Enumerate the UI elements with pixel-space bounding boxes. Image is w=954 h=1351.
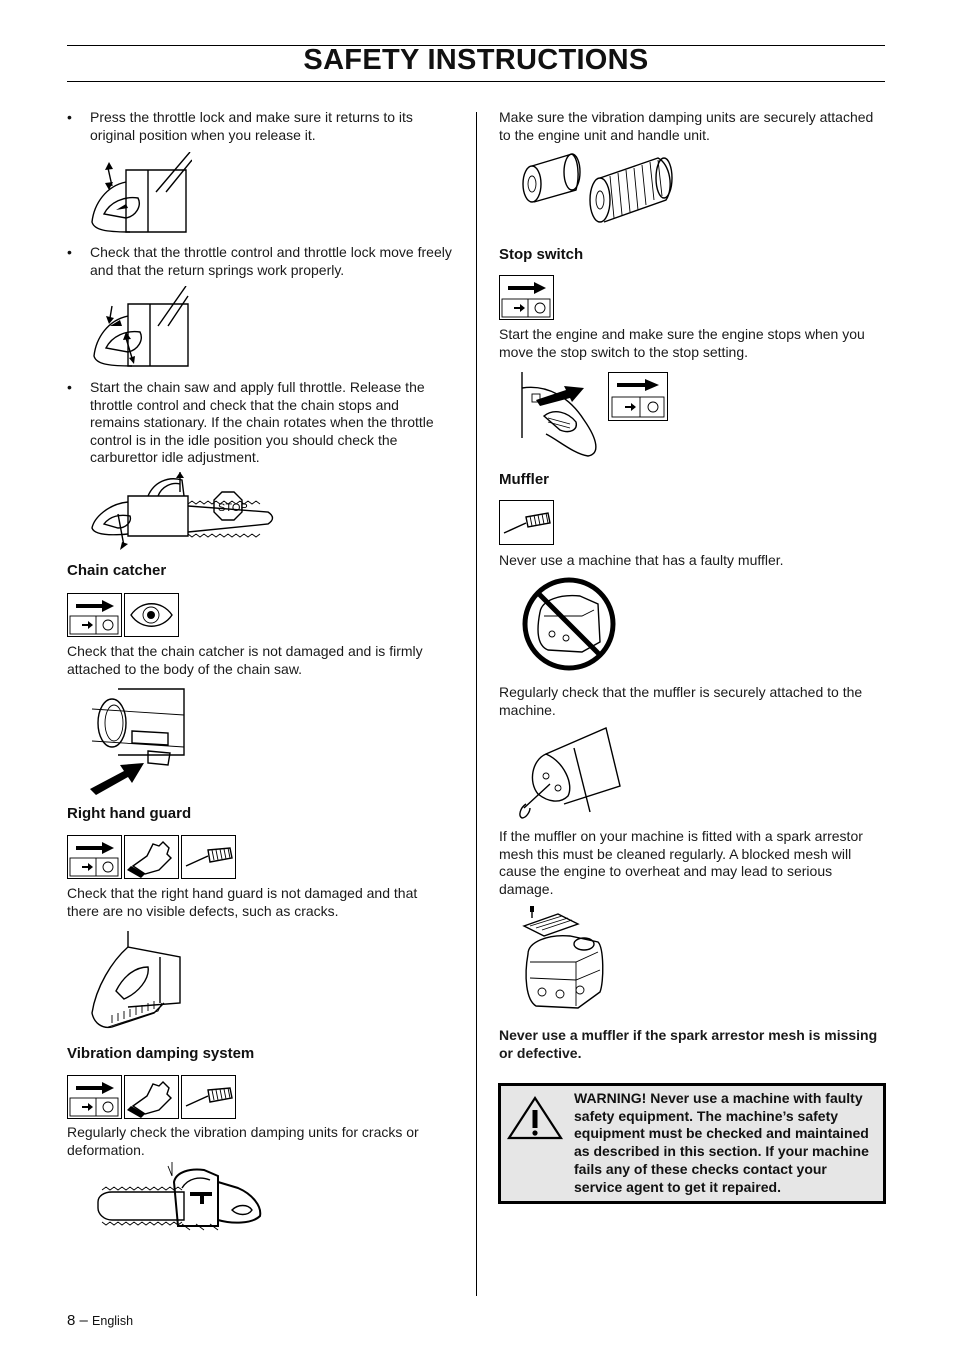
warning-text: WARNING! Never use a machine with faulty safety equipment. The machine’s safety equipment must be checked and maintained as described in this section. If your machine fails any of these checks contact your service agent to get it repaired. <box>574 1090 869 1195</box>
vibration-heading: Vibration damping system <box>67 1045 255 1062</box>
bullet-1-text: Press the throttle lock and make sure it returns to its original position when you release it. <box>90 109 413 143</box>
stop-engine-icon <box>67 835 122 879</box>
stop-engine-icon <box>67 1075 122 1119</box>
protective-glove-icon <box>124 1075 179 1119</box>
column-divider <box>476 112 477 1296</box>
chain-catcher-text: Check that the chain catcher is not damaged and is firmly attached to the body of the chain saw. <box>67 643 423 677</box>
cleaning-brush-icon <box>181 1075 236 1119</box>
warning-box <box>498 1083 886 1204</box>
bullet-2-text: Check that the throttle control and throttle lock move freely and that the return springs work properly. <box>90 244 452 278</box>
throttle-lock-illustration <box>86 152 192 236</box>
muffler-text-2: Regularly check that the muffler is securely attached to the machine. <box>499 684 863 718</box>
stop-engine-icon <box>67 593 122 637</box>
muffler-attachment-illustration <box>514 726 626 822</box>
cleaning-brush-icon <box>181 835 236 879</box>
cleaning-brush-icon <box>499 500 554 545</box>
stop-sign-text: STOP <box>218 502 248 514</box>
vibration-damping-units-illustration <box>518 150 676 234</box>
right-hand-guard-heading: Right hand guard <box>67 805 192 822</box>
page-footer <box>67 1312 133 1329</box>
chain-catcher-heading: Chain catcher <box>67 562 167 579</box>
stop-switch-illustration <box>518 368 608 458</box>
chain-saw-stop-illustration <box>88 472 278 552</box>
chain-saw-vibration-illustration <box>92 1162 264 1232</box>
faulty-muffler-prohibited-illustration <box>520 576 620 674</box>
right-hand-guard-illustration <box>88 927 184 1033</box>
stop-switch-icon-small <box>608 372 668 421</box>
protective-glove-icon <box>124 835 179 879</box>
stop-switch-icon <box>499 275 554 320</box>
bullet-marker: • <box>67 379 72 395</box>
vibration-text: Regularly check the vibration damping units for cracks or deformation. <box>67 1124 419 1158</box>
bullet-3-text: Start the chain saw and apply full throttle. Release the throttle control and check that the chain stops and remains stationary. If the chain rotates when the throttle control is in the idle position you should check the carburettor idle adjustment. <box>90 379 434 466</box>
header-bottom-rule <box>67 81 885 82</box>
muffler-text-3: If the muffler on your machine is fitted with a spark arrestor mesh this must be cleaned regularly. A blocked mesh will cause the engine to overheat and may lead to serious damage. <box>499 828 863 897</box>
vibration-intro-text: Make sure the vibration damping units are securely attached to the engine unit and handle unit. <box>499 109 874 143</box>
spark-arrestor-note: Never use a muffler if the spark arrestor mesh is missing or defective. <box>499 1027 878 1061</box>
spark-arrestor-illustration <box>518 902 610 1016</box>
chain-catcher-illustration <box>88 685 192 795</box>
stop-switch-text: Start the engine and make sure the engine stops when you move the stop switch to the stop setting. <box>499 326 865 360</box>
right-hand-guard-text: Check that the right hand guard is not damaged and that there are no visible defects, such as cracks. <box>67 885 418 919</box>
throttle-control-illustration <box>88 286 194 370</box>
bullet-marker: • <box>67 244 72 260</box>
page-number: 8 – <box>67 1312 88 1329</box>
muffler-heading: Muffler <box>499 471 549 488</box>
muffler-text-1: Never use a machine that has a faulty muffler. <box>499 552 784 568</box>
bullet-marker: • <box>67 109 72 125</box>
warning-triangle-icon <box>506 1095 564 1141</box>
visual-inspection-icon <box>124 593 179 637</box>
page-title: SAFETY INSTRUCTIONS <box>303 44 649 76</box>
footer-language: English <box>92 1314 134 1328</box>
stop-switch-heading: Stop switch <box>499 246 584 263</box>
